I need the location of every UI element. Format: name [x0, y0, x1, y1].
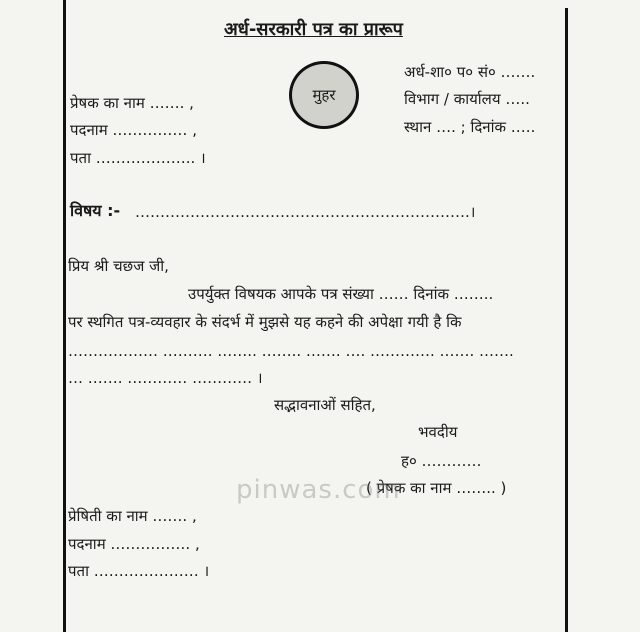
subject-value: ………………………………………………………….। [135, 203, 476, 221]
body-line-4: … ……. ………… ………… । [68, 369, 263, 387]
left-border [63, 0, 66, 632]
place-date: स्थान …. ; दिनांक ….. [404, 118, 536, 136]
recipient-designation: पदनाम ……………. , [68, 535, 200, 553]
closing-signature: ह० ………… [401, 452, 482, 470]
closing-regards: सद्भावनाओं सहित, [274, 396, 376, 414]
body-line-1: उपर्युक्त विषयक आपके पत्र संख्या …… दिनांक …….. [188, 285, 494, 303]
seal-label: मुहर [312, 86, 336, 104]
recipient-name: प्रेषिती का नाम ……. , [68, 507, 197, 525]
closing-sender-name: ( प्रेषक का नाम …….. ) [366, 479, 507, 497]
sender-designation: पदनाम …………… , [70, 121, 197, 139]
reference-number: अर्ध-शा० प० सं० ……. [404, 63, 536, 81]
salutation: प्रिय श्री चछज जी, [68, 257, 169, 275]
closing-yours: भवदीय [418, 423, 458, 441]
subject-label: विषय :- [70, 201, 121, 220]
body-line-2: पर स्थगित पत्र-व्यवहार के संदर्भ में मुझसे यह कहने की अपेक्षा गयी है कि [68, 313, 462, 331]
body-line-3: ……………… ………. …….. …….. ……. …. …………. ……. ……. [68, 342, 514, 360]
right-border [565, 8, 568, 632]
recipient-address: पता ………………… । [68, 562, 210, 580]
sender-name: प्रेषक का नाम ……. , [70, 94, 194, 112]
department-office: विभाग / कार्यालय ….. [404, 90, 530, 108]
watermark: pinwas.com [236, 475, 401, 505]
sender-address: पता ……………….. । [70, 149, 206, 167]
seal-circle [289, 61, 359, 129]
page-title: अर्ध-सरकारी पत्र का प्रारूप [224, 19, 403, 40]
